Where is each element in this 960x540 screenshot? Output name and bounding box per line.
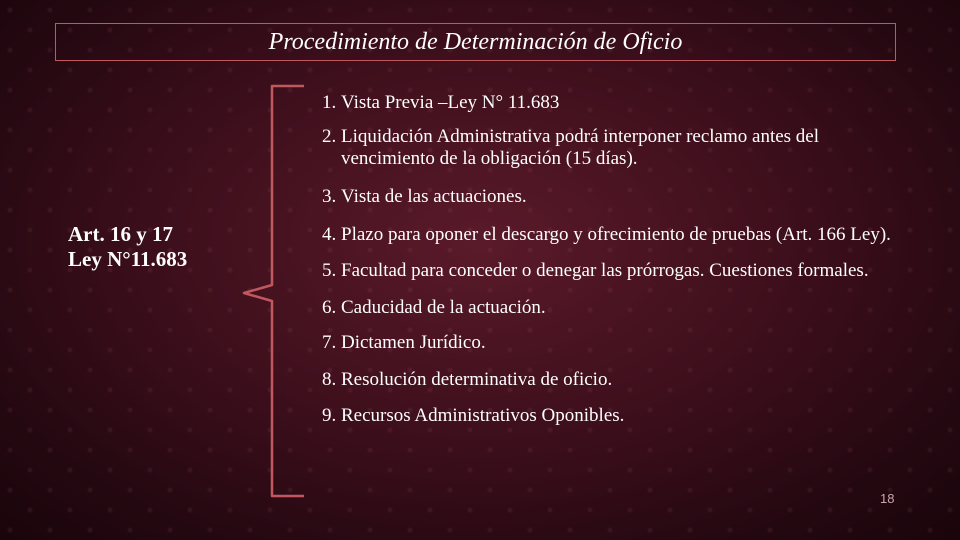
- side-label-line1: Art. 16 y 17: [68, 222, 173, 246]
- procedure-list: [322, 92, 902, 427]
- list-item-number: 2.: [322, 126, 337, 147]
- list-item-text: Dictamen Jurídico.: [341, 332, 486, 353]
- list-item-text: Vista de las actuaciones.: [341, 186, 527, 207]
- list-item: [322, 126, 902, 170]
- list-item-number: 9.: [322, 405, 337, 426]
- list-item-number: 6.: [322, 297, 337, 318]
- list-item-text: Resolución determinativa de oficio.: [341, 369, 613, 390]
- list-item: [322, 297, 902, 319]
- list-item-text: Plazo para oponer el descargo y ofrecimiento de pruebas (Art. 166 Ley).: [341, 224, 891, 245]
- list-item-number: 5.: [322, 260, 337, 281]
- list-item-number: 3.: [322, 186, 337, 207]
- list-item: [322, 186, 902, 208]
- list-item: [322, 224, 902, 246]
- list-item-number: 1.: [322, 92, 337, 113]
- list-item: [322, 369, 902, 391]
- list-item-text: Facultad para conceder o denegar las prórrogas. Cuestiones formales.: [341, 260, 869, 281]
- list-item-number: 7.: [322, 332, 337, 353]
- list-item-text: Liquidación Administrativa podrá interponer reclamo antes del vencimiento de la obligación (15 días).: [341, 126, 820, 169]
- side-label-line2: Ley N°11.683: [68, 247, 188, 271]
- curly-brace: [240, 80, 310, 500]
- list-item-number: 8.: [322, 369, 337, 390]
- list-item-number: 4.: [322, 224, 337, 245]
- list-item-text: Recursos Administrativos Oponibles.: [341, 405, 625, 426]
- list-item: [322, 405, 902, 427]
- list-item: [322, 92, 902, 114]
- list-item: [322, 332, 902, 354]
- list-item-text: Vista Previa –Ley N° 11.683: [341, 92, 560, 113]
- page-number: 18: [880, 491, 895, 506]
- title-box: [55, 23, 896, 61]
- list-item-text: Caducidad de la actuación.: [341, 297, 546, 318]
- side-label: [68, 222, 187, 272]
- list-item: [322, 260, 902, 282]
- slide-title: Procedimiento de Determinación de Oficio: [268, 28, 683, 55]
